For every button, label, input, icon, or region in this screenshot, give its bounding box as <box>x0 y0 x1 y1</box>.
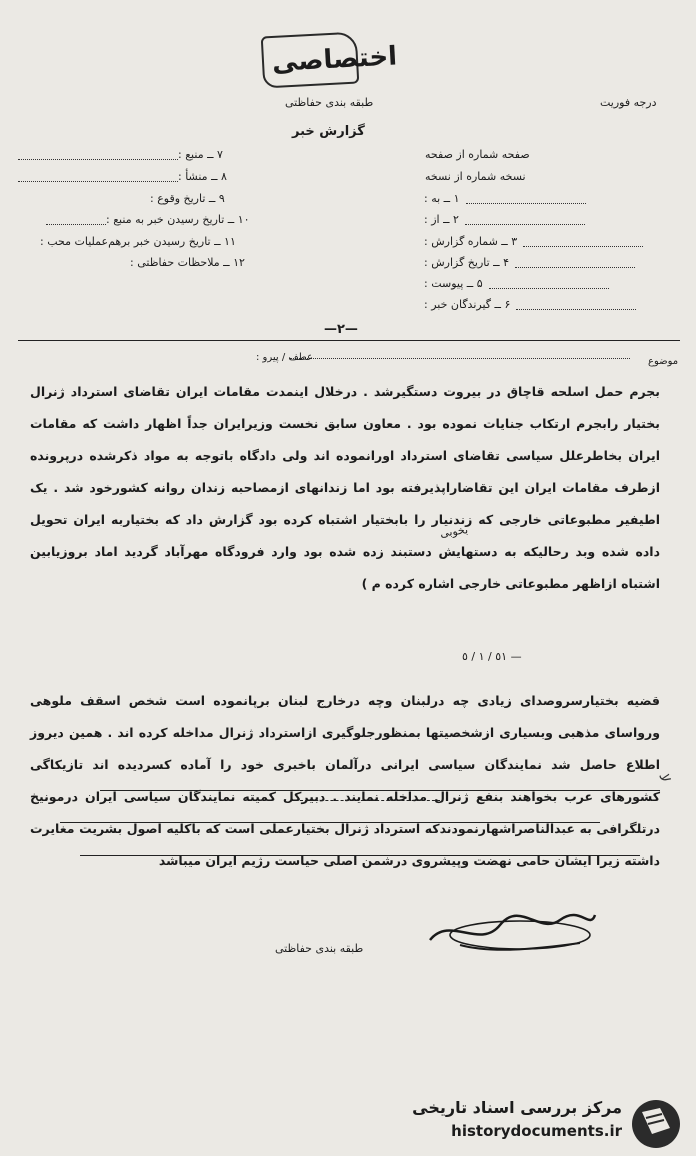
watermark <box>410 1098 686 1148</box>
subject-line <box>290 358 630 359</box>
field-source: ۷ ــ منبع : <box>12 148 223 161</box>
field-attachment: ۵ ــ پیوست : <box>424 277 609 290</box>
field-received-date: ۱۰ ــ تاریخ رسیدن خبر به منبع : <box>40 213 250 226</box>
underline-mark <box>100 790 660 791</box>
field-to: ۱ ــ به : <box>424 192 586 205</box>
margin-annotation: ﻻ <box>655 772 673 784</box>
classification-label: طبقه بندی حفاظتی <box>285 96 374 109</box>
field-recipients: ۶ ــ گیرندگان خبر : <box>424 298 636 311</box>
watermark-title: مرکز بررسی اسناد تاریخی <box>412 1098 622 1117</box>
field-event-date: ۹ ــ تاریخ وقوع : <box>150 192 225 205</box>
watermark-url: historydocuments.ir <box>451 1122 622 1140</box>
field-report-number: ۳ ــ شماره گزارش : <box>424 235 643 248</box>
body-paragraph-1: بجرم حمل اسلحه قاچاق در بیروت دستگیرشد . درخلال اینمدت مقامات ایران تقاضای استرداد ژنرال بختیار رابجرم ارتکاب جنایات نموده بود . معاون سابق نخست وزیرایران جداً اظهار داشت که مقامات ایران بخاطرعلل سیاسی تقاضای استرداد اورانموده اند ولی دادگاه باتوجه به مواد ذکرشده درپرونده ازطرف مقامات ایران این تقاضاراپذیرفته بود اما زندانهای ازمصاحبه زندان روانه کشورخود شد . یک اطیفیر مطبوعاتی خارجی که زندنیار را بابختیار اشتباه کرده بود گزارش داد که بختیاربه ایران تحویل داده شده وبد رحالیکه به دستهایش دستبند زده شده بود وارد فرودگاه مهرآباد گردید اماد بروزیابین اشتباه ازاظهر مطبوعاتی خارجی اشاره کرده م ) <box>30 384 660 591</box>
field-from: ۲ ــ از : <box>424 213 585 226</box>
signature-classification: طبقه بندی حفاظتی <box>275 942 364 955</box>
header-divider <box>18 340 680 341</box>
subject-label: موضوع <box>648 356 679 367</box>
underline-mark <box>60 822 600 823</box>
logo-text: اختصاصی <box>271 41 398 78</box>
field-report-date: ۴ ــ تاریخ گزارش : <box>424 256 635 269</box>
field-page-number: صفحه شماره از صفحه <box>425 148 530 161</box>
reference-label: عطف / پیرو : <box>256 352 313 363</box>
field-security-notes: ۱۲ ــ ملاحظات حفاظتی : <box>130 256 245 269</box>
dashed-underline-mark <box>300 800 440 801</box>
logo-stamp <box>261 32 398 89</box>
body-paragraph-2: قضیه بختیارسروصدای زیادی چه درلبنان وچه درخارج لبنان برپانموده است شخص اسقف ملوهی ورواسای مذهبی وبسیاری ازشخصیتها بمنظورجلوگیری ازاسترداد ژنرال مداخله کرده اند . همین دیروز اطلاع حاصل شد نمایندگان سیاسی ایرانی درآلمان باخبری خود را آماده کسردیده اند تازیکاگی کشورهای عرب بخواهند بنفع ژنرال مداخله نمایند . دبیرکل کمیته نمایندگان سیاسی ایران درمونیخ درتلگرافی به عبدالناصراشهارنمودندکه استرداد ژنرال بختیارعملی است که باکلیه اصول بشریت مغایرت داشته زیرا ایشان حامی نهضت وپیشروی درشمن اصلی حیاست رژیم ایران میباشد <box>30 693 660 868</box>
underline-mark <box>80 855 640 856</box>
field-ops-date: ۱۱ ــ تاریخ رسیدن خبر برهم‌عملیات محب : <box>40 235 236 248</box>
report-title: گزارش خبر <box>292 124 365 139</box>
handwritten-insert: بخوبی <box>439 523 469 540</box>
archive-logo-icon <box>630 1098 682 1150</box>
date-line: ٥١ / ١ / ٥ — <box>462 650 522 663</box>
field-origin: ۸ ــ منشأ : <box>12 170 227 183</box>
handwritten-signature <box>420 905 600 955</box>
page-number: —۲— <box>324 322 358 337</box>
field-copy-number: نسخه شماره از نسخه <box>425 170 526 183</box>
urgency-label: درجه فوریت <box>600 96 657 109</box>
